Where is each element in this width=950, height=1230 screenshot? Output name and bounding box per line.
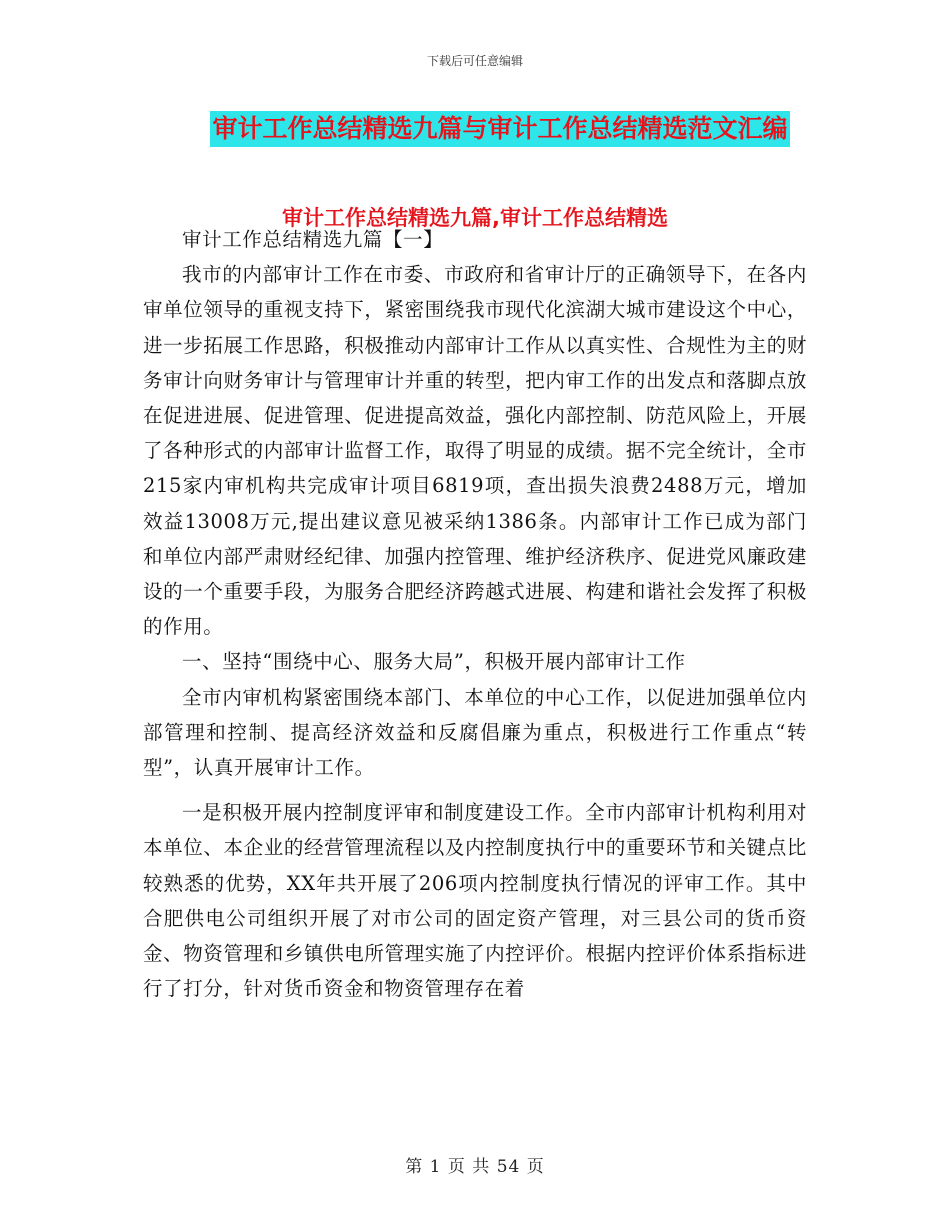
header-note: 下载后可任意编辑 [426, 54, 523, 68]
section-heading: 一、坚持“围绕中心、服务大局”，积极开展内部审计工作 [182, 650, 686, 674]
main-title-container [0, 111, 950, 147]
paragraph: 全市内审机构紧密围绕本部门、本单位的中心工作，以促进加强单位内部管理和控制、提高经济效益和反腐倡廉为重点，积极进行工作重点“转型”，认真开展审计工作。 [143, 685, 807, 780]
document-body [143, 222, 807, 1006]
main-title: 审计工作总结精选九篇与审计工作总结精选范文汇编 [210, 111, 789, 147]
page-number: 第 1 页 共 54 页 [405, 1157, 545, 1177]
paragraph: 我市的内部审计工作在市委、市政府和省审计厅的正确领导下，在各内审单位领导的重视支持下，紧密围绕我市现代化滨湖大城市建设这个中心，进一步拓展工作思路，积极推动内部审计工作从以真实性、合规性为主的财务审计向财务审计与管理审计并重的转型，把内审工作的出发点和落脚点放在促进进展、促进管理、促进提高效益，强化内部控制、防范风险上，开展了各种形式的内部审计监督工作，取得了明显的成绩。据不完全统计，全市215家内审机构共完成审计项目6819项，查出损失浪费2488万元，增加效益13008万元,提出建议意见被采纳1386条。内部审计工作已成为部门和单位内部严肃财经纪律、加强内控管理、维护经济秩序、促进党风廉政建设的一个重要手段，为服务合肥经济跨越式进展、构建和谐社会发挥了积极的作用。 [143, 263, 807, 639]
sub-title: 审计工作总结精选九篇,审计工作总结精选 [282, 206, 668, 230]
paragraph-heading: 审计工作总结精选九篇【一】 [182, 228, 444, 251]
paragraph: 一是积极开展内控制度评审和制度建设工作。全市内部审计机构利用对本单位、本企业的经营管理流程以及内控制度执行中的重要环节和关键点比较熟悉的优势，XX年共开展了206项内控制度执行情况的评审工作。其中合肥供电公司组织开展了对市公司的固定资产管理，对三县公司的货币资金、物资管理和乡镇供电所管理实施了内控评价。根据内控评价体系指标进行了打分，针对货币资金和物资管理存在着 [143, 801, 807, 1001]
